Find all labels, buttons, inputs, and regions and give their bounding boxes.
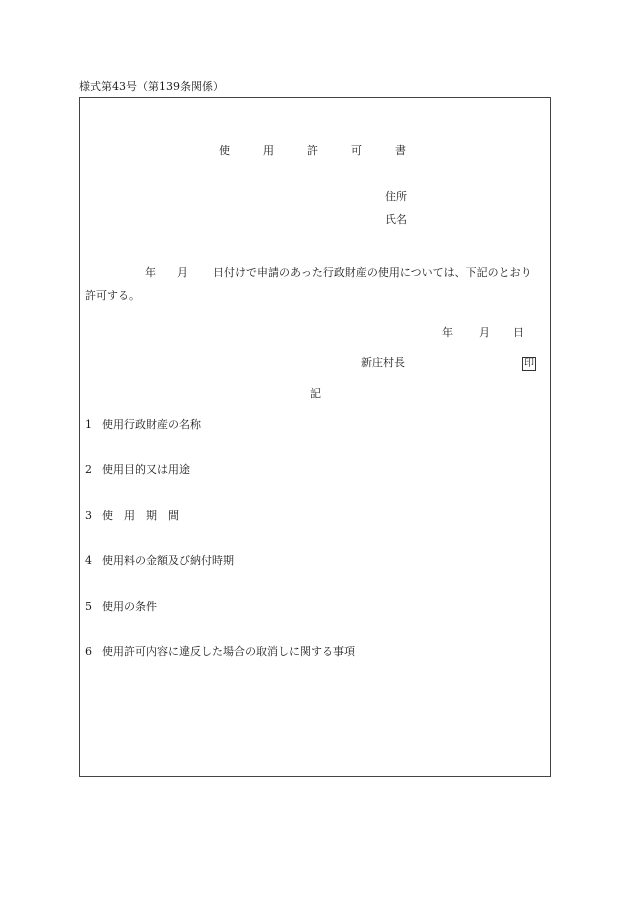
body-text-line1: 日付けで申請のあった行政財産の使用については、下記のとおり [213, 266, 532, 279]
item-label: 使 用 期 間 [102, 509, 179, 522]
list-item [85, 509, 179, 523]
list-item [85, 554, 234, 568]
document-title [219, 144, 406, 158]
item-number: 1 [85, 418, 92, 431]
seal-mark [522, 356, 536, 371]
issue-month: 月 [479, 326, 490, 339]
list-item [85, 645, 355, 659]
item-label: 使用の条件 [102, 600, 157, 613]
item-number: 6 [85, 645, 92, 658]
name-label: 氏名 [385, 213, 407, 226]
body-text-line2: 許可する。 [85, 289, 140, 302]
document-frame [79, 97, 551, 777]
list-item [85, 418, 201, 432]
title-char: 書 [395, 144, 406, 157]
body-month: 月 [177, 266, 188, 279]
ki-heading: 記 [310, 387, 321, 400]
item-label: 使用目的又は用途 [102, 463, 190, 476]
list-item [85, 600, 157, 614]
title-char: 可 [351, 144, 362, 157]
issue-day: 日 [513, 326, 524, 339]
item-number: 5 [85, 600, 92, 613]
item-label: 使用行政財産の名称 [102, 418, 201, 431]
list-item [85, 463, 190, 477]
item-number: 2 [85, 463, 92, 476]
seal-icon: 印 [524, 358, 534, 369]
address-label: 住所 [385, 190, 407, 203]
body-year: 年 [145, 266, 156, 279]
item-label: 使用料の金額及び納付時期 [102, 554, 234, 567]
title-char: 許 [307, 144, 318, 157]
title-char: 用 [263, 144, 274, 157]
issue-year: 年 [442, 326, 453, 339]
issuer-title: 新庄村長 [361, 356, 405, 369]
form-number: 様式第43号（第139条関係） [79, 80, 224, 93]
item-label: 使用許可内容に違反した場合の取消しに関する事項 [102, 645, 355, 658]
item-number: 4 [85, 554, 92, 567]
item-number: 3 [85, 509, 92, 522]
title-char: 使 [219, 144, 230, 157]
